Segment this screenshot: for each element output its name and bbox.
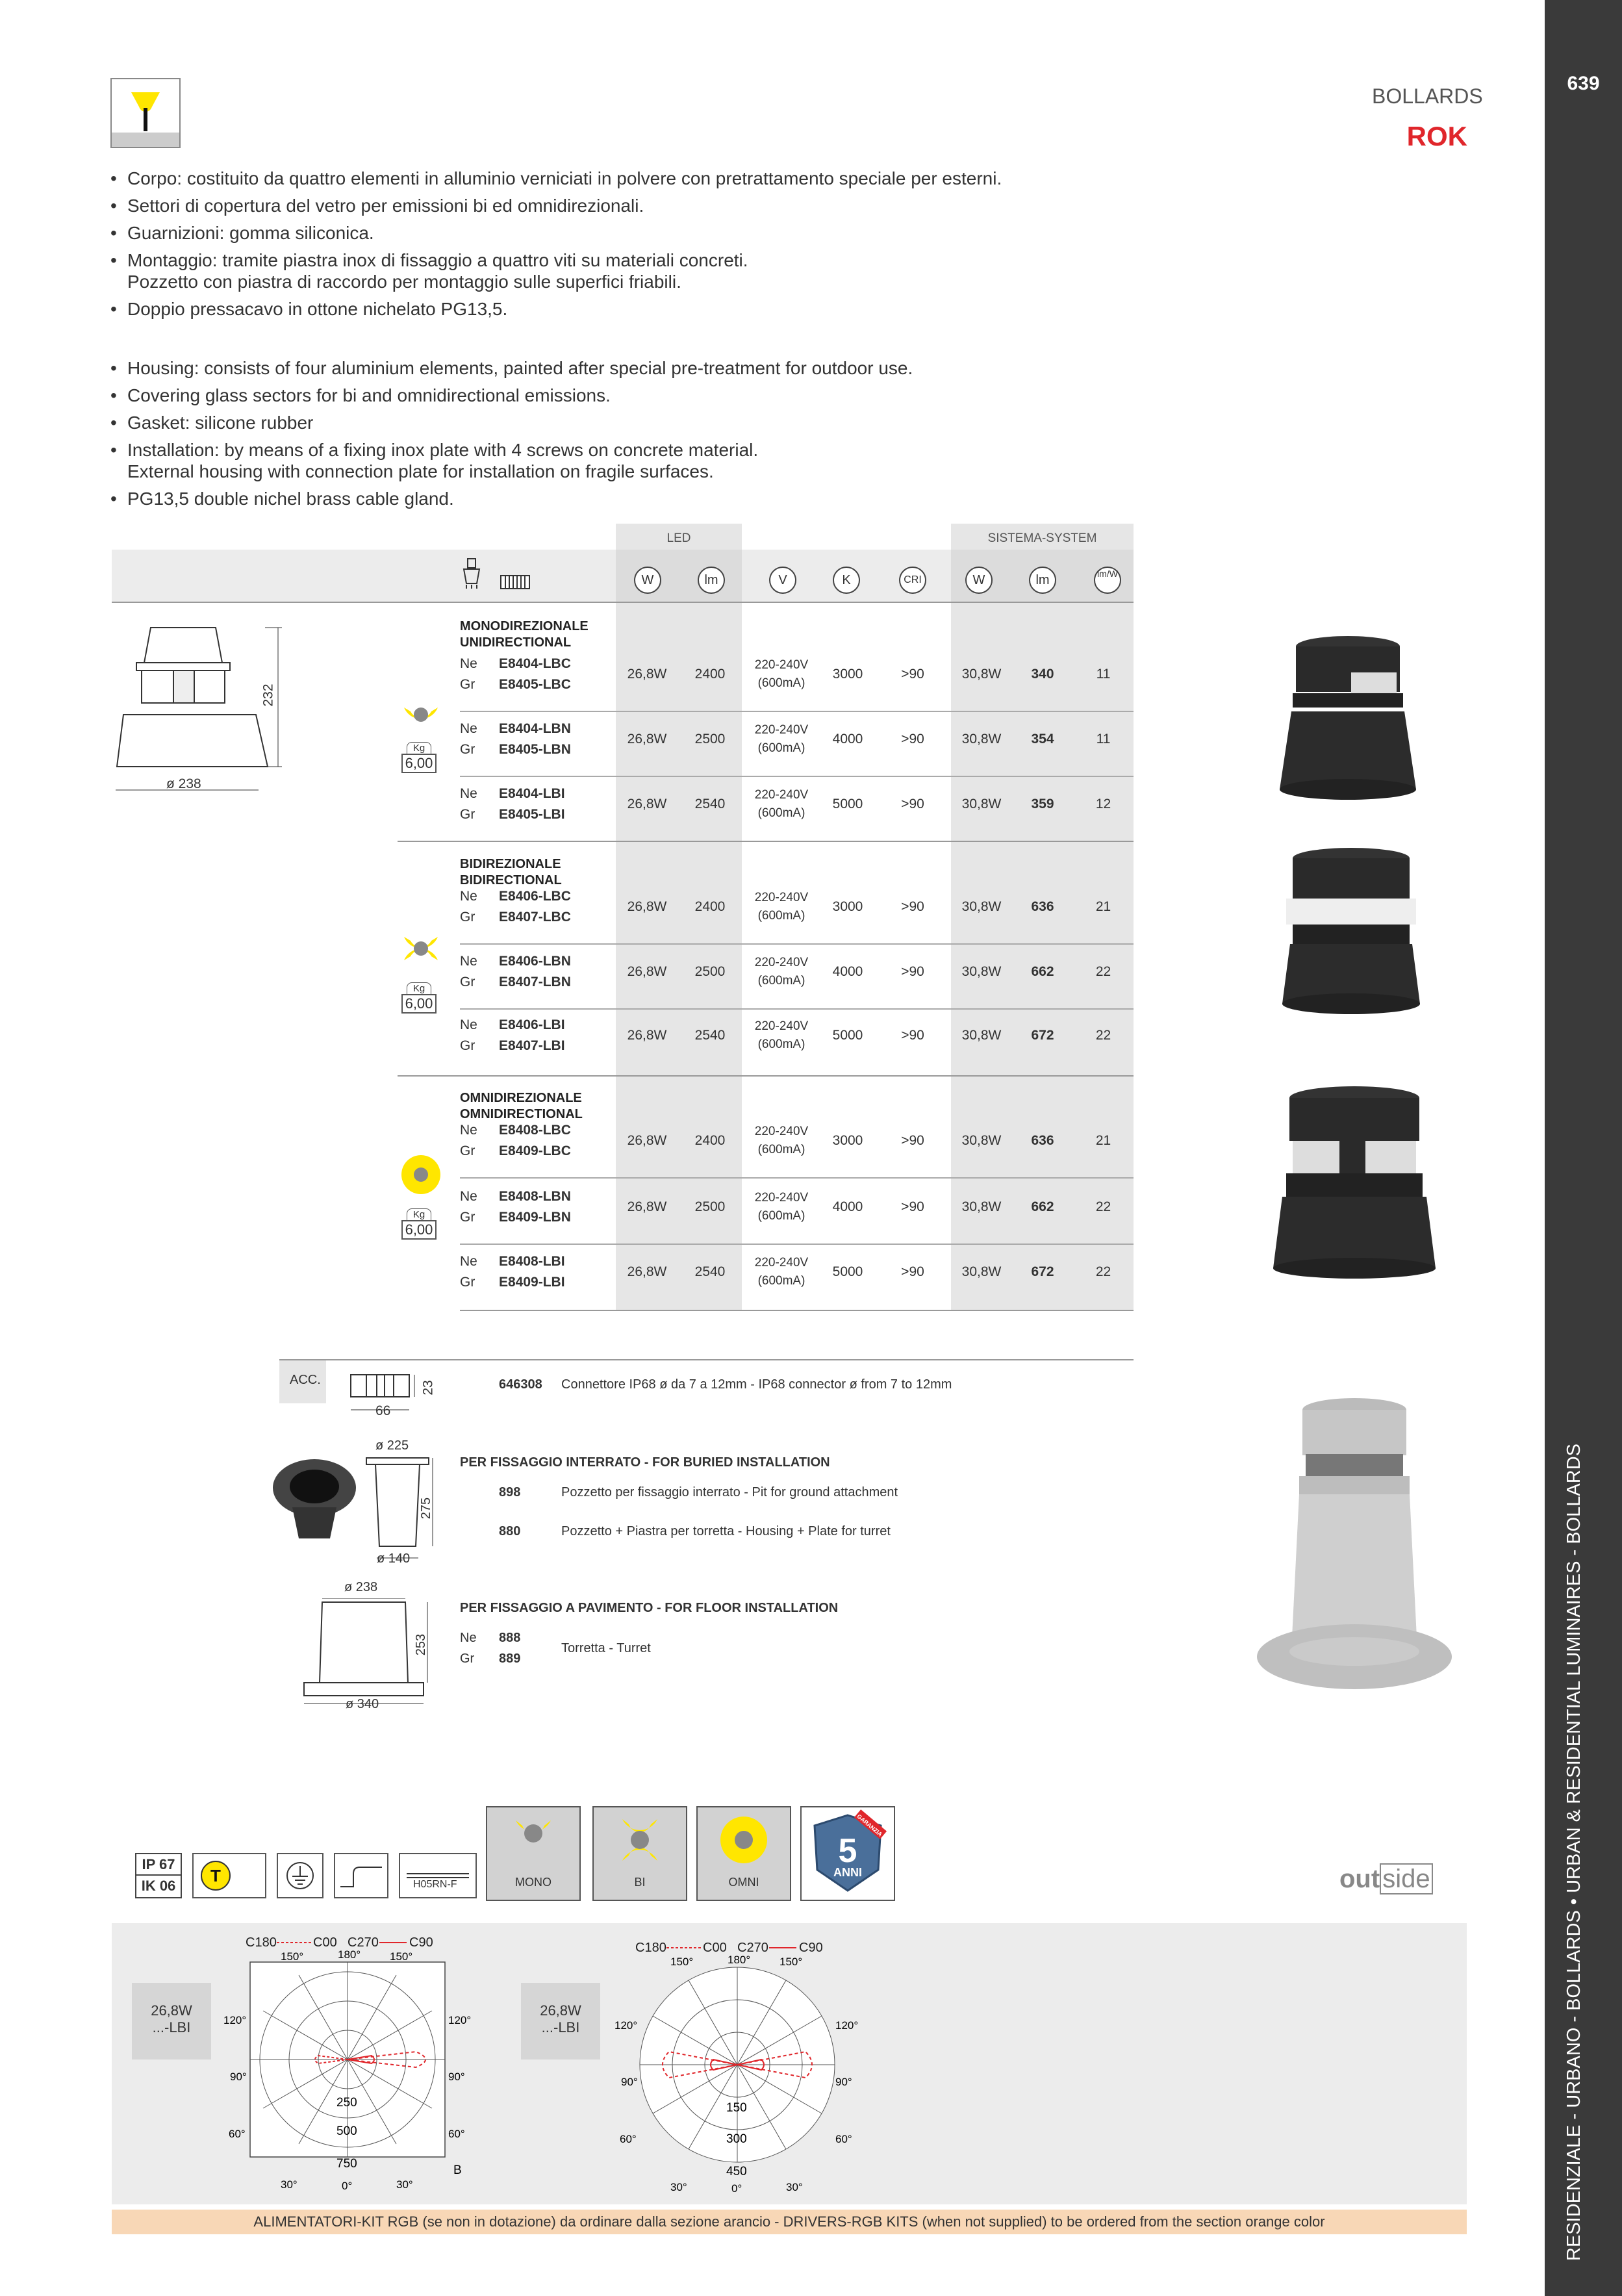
temperature-icon-label: T bbox=[210, 1866, 221, 1885]
cell-lmw: 12 bbox=[1095, 797, 1111, 811]
product-code: E8405-LBC bbox=[499, 677, 571, 692]
brand-logo bbox=[1339, 1865, 1433, 1894]
led-columns-bg bbox=[616, 524, 742, 1311]
diameter-dimension: ø 238 bbox=[166, 776, 201, 791]
angle-label: 30° bbox=[786, 2181, 803, 2193]
cell-cri: >90 bbox=[901, 1133, 924, 1148]
product-code: E8406-LBI bbox=[499, 1017, 565, 1032]
product-code: E8408-LBI bbox=[499, 1254, 565, 1269]
buried-code: 898 bbox=[499, 1485, 521, 1499]
group-title: BIDIREZIONALE BIDIRECTIONAL bbox=[460, 857, 562, 887]
product-code: E8405-LBN bbox=[499, 742, 571, 757]
cell-lm: 2540 bbox=[694, 797, 726, 811]
legend-c180: C180 bbox=[635, 1941, 666, 1955]
omni-emission-icon bbox=[401, 1155, 440, 1197]
table-end-rule bbox=[460, 1310, 1134, 1311]
angle-label: 90° bbox=[835, 2076, 852, 2088]
mode-omni bbox=[696, 1806, 791, 1901]
group-title: MONODIREZIONALE UNIDIRECTIONAL bbox=[460, 619, 589, 650]
finish-label: Ne bbox=[460, 889, 477, 904]
buried-desc: Pozzetto + Piastra per torretta - Housing + Plate for turret bbox=[561, 1524, 891, 1538]
brand-side: side bbox=[1380, 1863, 1432, 1894]
cable-label: H05RN-F bbox=[413, 1879, 457, 1890]
angle-label: 90° bbox=[621, 2076, 638, 2088]
cell-v: 220-240V (600mA) bbox=[754, 1019, 809, 1051]
finish-label: Gr bbox=[460, 1038, 475, 1053]
ground-icon bbox=[277, 1853, 323, 1898]
cell-w: 26,8W bbox=[627, 899, 667, 914]
cell-k: 5000 bbox=[832, 1264, 863, 1279]
feature-en: • Housing: consists of four aluminium elements, painted after special pre-treatment for outdoor use. bbox=[110, 357, 1085, 379]
finish-label: Gr bbox=[460, 1143, 475, 1158]
angle-label: 60° bbox=[620, 2133, 637, 2145]
cell-k: 4000 bbox=[832, 964, 863, 979]
product-photo-turret bbox=[1254, 1397, 1455, 1712]
finish-label: Ne bbox=[460, 954, 477, 969]
cell-lmw: 21 bbox=[1095, 899, 1111, 914]
voltage-icon: V bbox=[769, 567, 796, 594]
color-code-icon bbox=[500, 574, 530, 593]
brand-out: out bbox=[1339, 1865, 1380, 1893]
cell-sw: 30,8W bbox=[961, 1133, 1002, 1148]
feature-it: • Montaggio: tramite piastra inox di fissaggio a quattro viti su materiali concreti. Pozzetto con piastra di raccordo per montaggio sulle superfici friabili. bbox=[110, 249, 1085, 292]
cell-v: 220-240V (600mA) bbox=[754, 658, 809, 690]
features-english bbox=[110, 357, 1085, 515]
cell-lm: 2500 bbox=[694, 1199, 726, 1214]
cell-lm: 2540 bbox=[694, 1028, 726, 1043]
cri-icon: CRI bbox=[899, 567, 926, 594]
cell-cri: >90 bbox=[901, 1264, 924, 1279]
angle-label: 30° bbox=[670, 2181, 687, 2193]
scale-label: 150 bbox=[726, 2101, 747, 2115]
system-watt-icon: W bbox=[965, 567, 993, 594]
angle-label: 30° bbox=[396, 2178, 413, 2191]
product-name: ROK bbox=[1406, 121, 1467, 151]
finish-label: Gr bbox=[460, 807, 475, 822]
product-code: E8409-LBC bbox=[499, 1143, 571, 1158]
mode-label: OMNI bbox=[728, 1876, 759, 1889]
cell-cri: >90 bbox=[901, 964, 924, 979]
scale-label: 750 bbox=[336, 2157, 357, 2171]
product-photo-bi bbox=[1273, 848, 1429, 1020]
cell-v: 220-240V (600mA) bbox=[754, 1191, 809, 1223]
angle-label: 150° bbox=[670, 1956, 694, 1968]
cell-lm: 2400 bbox=[694, 667, 726, 682]
cell-lm: 2500 bbox=[694, 732, 726, 746]
cell-w: 26,8W bbox=[627, 964, 667, 979]
cell-cri: >90 bbox=[901, 667, 924, 682]
angle-label: 180° bbox=[338, 1948, 361, 1961]
bollard-technical-drawing bbox=[112, 617, 294, 802]
cell-slm: 672 bbox=[1031, 1264, 1054, 1279]
cell-k: 4000 bbox=[832, 732, 863, 746]
finish-label: Gr bbox=[460, 1210, 475, 1225]
cell-lmw: 21 bbox=[1095, 1133, 1111, 1148]
cell-lm: 2540 bbox=[694, 1264, 726, 1279]
cell-v: 220-240V (600mA) bbox=[754, 723, 809, 755]
cell-sw: 30,8W bbox=[961, 1199, 1002, 1214]
group-title: OMNIDIREZIONALE OMNIDIRECTIONAL bbox=[460, 1091, 583, 1121]
angle-label: 60° bbox=[835, 2133, 852, 2145]
connector-code: 646308 bbox=[499, 1377, 542, 1392]
finish-label: Gr bbox=[460, 677, 475, 692]
polar-chart-2 bbox=[611, 1935, 877, 2201]
ik-rating: IK 06 bbox=[141, 1878, 176, 1894]
cell-k: 5000 bbox=[832, 1028, 863, 1043]
cell-w: 26,8W bbox=[627, 1199, 667, 1214]
cell-cri: >90 bbox=[901, 797, 924, 811]
cell-sw: 30,8W bbox=[961, 1264, 1002, 1279]
connector-desc: Connettore IP68 ø da 7 a 12mm - IP68 connector ø from 7 to 12mm bbox=[561, 1377, 952, 1392]
warranty-badge bbox=[800, 1806, 895, 1901]
weight-badge: Kg 6,00 bbox=[401, 1208, 437, 1240]
turret-bottom-dim: ø 340 bbox=[346, 1697, 379, 1711]
section-label: BOLLARDS bbox=[1372, 84, 1483, 108]
cell-w: 26,8W bbox=[627, 797, 667, 811]
connector-width: 66 bbox=[375, 1403, 391, 1418]
product-code: E8407-LBN bbox=[499, 975, 571, 989]
angle-label: 60° bbox=[229, 2128, 246, 2140]
angle-label: 150° bbox=[779, 1956, 803, 1968]
row-rule bbox=[460, 943, 1134, 945]
product-code: E8409-LBI bbox=[499, 1275, 565, 1290]
feature-en: • PG13,5 double nichel brass cable gland. bbox=[110, 488, 1085, 509]
scale-label: 250 bbox=[336, 2096, 357, 2110]
product-code: E8404-LBI bbox=[499, 786, 565, 801]
system-header: SISTEMA-SYSTEM bbox=[987, 531, 1097, 545]
bi-emission-icon bbox=[401, 929, 440, 971]
product-code: E8407-LBI bbox=[499, 1038, 565, 1053]
kelvin-icon: K bbox=[833, 567, 860, 594]
row-rule bbox=[460, 1244, 1134, 1245]
cell-k: 3000 bbox=[832, 1133, 863, 1148]
cell-k: 3000 bbox=[832, 667, 863, 682]
feature-it: • Guarnizioni: gomma siliconica. bbox=[110, 222, 1085, 244]
angle-label: 120° bbox=[615, 2019, 638, 2032]
cell-slm: 359 bbox=[1031, 797, 1054, 811]
angle-label: 0° bbox=[342, 2180, 353, 2192]
floor-finish: Ne bbox=[460, 1631, 477, 1645]
lamp-icon bbox=[460, 557, 483, 593]
row-rule bbox=[460, 1177, 1134, 1179]
finish-label: Ne bbox=[460, 1017, 477, 1032]
cell-slm: 354 bbox=[1031, 732, 1054, 746]
legend-c00: C00 bbox=[703, 1941, 727, 1955]
finish-label: Ne bbox=[460, 721, 477, 736]
cell-k: 3000 bbox=[832, 899, 863, 914]
finish-label: Ne bbox=[460, 656, 477, 671]
product-code: E8406-LBC bbox=[499, 889, 571, 904]
turret-top-dim: ø 238 bbox=[344, 1580, 378, 1594]
feature-it: • Settori di copertura del vetro per emissioni bi ed omnidirezionali. bbox=[110, 195, 1085, 216]
product-code: E8404-LBC bbox=[499, 656, 571, 671]
product-code: E8404-LBN bbox=[499, 721, 571, 736]
cell-cri: >90 bbox=[901, 1028, 924, 1043]
cell-w: 26,8W bbox=[627, 1028, 667, 1043]
cell-w: 26,8W bbox=[627, 1133, 667, 1148]
led-header: LED bbox=[666, 531, 691, 545]
warranty-years: 5 bbox=[838, 1832, 857, 1870]
finish-label: Gr bbox=[460, 742, 475, 757]
cell-sw: 30,8W bbox=[961, 964, 1002, 979]
efficacy-icon: lm/W bbox=[1094, 567, 1121, 594]
floor-desc: Torretta - Turret bbox=[561, 1641, 651, 1655]
cell-slm: 662 bbox=[1031, 964, 1054, 979]
pit-bottom-dim: ø 140 bbox=[377, 1551, 411, 1566]
accessory-rule bbox=[279, 1359, 1134, 1360]
cell-v: 220-240V (600mA) bbox=[754, 891, 809, 923]
system-columns-bg bbox=[951, 524, 1134, 1311]
warranty-label: ANNI bbox=[833, 1866, 862, 1879]
surface-mount-icon bbox=[334, 1853, 388, 1898]
system-lumen-icon: lm bbox=[1029, 567, 1056, 594]
legend-c90: C90 bbox=[409, 1935, 433, 1950]
cell-cri: >90 bbox=[901, 899, 924, 914]
cell-sw: 30,8W bbox=[961, 732, 1002, 746]
cell-slm: 662 bbox=[1031, 1199, 1054, 1214]
mode-mono bbox=[486, 1806, 581, 1901]
weight-badge: Kg 6,00 bbox=[401, 742, 437, 773]
photometry-label-2: 26,8W ...-LBI bbox=[521, 1983, 600, 2060]
cell-sw: 30,8W bbox=[961, 899, 1002, 914]
cell-lmw: 11 bbox=[1096, 667, 1111, 682]
floor-finish: Gr bbox=[460, 1652, 475, 1666]
feature-en: • Installation: by means of a fixing inox plate with 4 screws on concrete material. External housing with connection plate for installation on fragile surfaces. bbox=[110, 439, 1085, 482]
cell-slm: 636 bbox=[1031, 899, 1054, 914]
scale-label: 300 bbox=[726, 2132, 747, 2146]
ip-rating: IP 67 bbox=[136, 1854, 181, 1876]
cell-k: 4000 bbox=[832, 1199, 863, 1214]
group-rule bbox=[398, 841, 1134, 842]
product-code: E8408-LBN bbox=[499, 1189, 571, 1204]
cell-lm: 2500 bbox=[694, 964, 726, 979]
footer-note: ALIMENTATORI-KIT RGB (se non in dotazione) da ordinare dalla sezione arancio - DRIVERS-RGB KITS (when not supplied) to be ordered from the section orange color bbox=[112, 2210, 1467, 2234]
angle-label: 0° bbox=[731, 2182, 742, 2195]
height-dimension: 232 bbox=[260, 683, 276, 707]
temperature-icon bbox=[192, 1853, 266, 1898]
product-code: E8406-LBN bbox=[499, 954, 571, 969]
finish-label: Ne bbox=[460, 786, 477, 801]
mode-bi bbox=[592, 1806, 687, 1901]
polar-chart-1 bbox=[221, 1930, 487, 2202]
pit-height-dim: 275 bbox=[419, 1497, 434, 1520]
cell-lm: 2400 bbox=[694, 899, 726, 914]
acc-label: ACC. bbox=[290, 1373, 321, 1387]
turret-height-dim: 253 bbox=[414, 1633, 429, 1656]
group-rule bbox=[398, 1075, 1134, 1077]
finish-label: Ne bbox=[460, 1189, 477, 1204]
mono-emission-icon bbox=[401, 698, 440, 741]
pit-photo bbox=[269, 1455, 360, 1550]
buried-title: PER FISSAGGIO INTERRATO - FOR BURIED INSTALLATION bbox=[460, 1455, 830, 1470]
cell-lmw: 22 bbox=[1095, 964, 1111, 979]
finish-label: Gr bbox=[460, 1275, 475, 1290]
cell-lmw: 11 bbox=[1096, 732, 1111, 746]
legend-c270: C270 bbox=[737, 1941, 768, 1955]
mode-label: MONO bbox=[515, 1876, 551, 1889]
angle-label: 150° bbox=[390, 1950, 413, 1963]
cell-cri: >90 bbox=[901, 732, 924, 746]
scale-label: 450 bbox=[726, 2165, 747, 2178]
cell-slm: 672 bbox=[1031, 1028, 1054, 1043]
cell-v: 220-240V (600mA) bbox=[754, 956, 809, 988]
product-code: E8407-LBC bbox=[499, 910, 571, 925]
cell-slm: 636 bbox=[1031, 1133, 1054, 1148]
feature-it: • Doppio pressacavo in ottone nichelato PG13,5. bbox=[110, 298, 1085, 320]
legend-c00: C00 bbox=[313, 1935, 337, 1950]
angle-label: 180° bbox=[728, 1954, 751, 1966]
angle-label: 60° bbox=[448, 2128, 465, 2140]
product-code: E8405-LBI bbox=[499, 807, 565, 822]
page-number: 639 bbox=[1567, 73, 1600, 94]
pit-top-dim: ø 225 bbox=[375, 1438, 409, 1453]
cell-sw: 30,8W bbox=[961, 1028, 1002, 1043]
cell-v: 220-240V (600mA) bbox=[754, 1125, 809, 1156]
cell-sw: 30,8W bbox=[961, 797, 1002, 811]
angle-label: 90° bbox=[448, 2071, 465, 2083]
connector-height: 23 bbox=[420, 1380, 436, 1396]
warranty-banner: GARANZIA bbox=[855, 1813, 884, 1838]
cell-v: 220-240V (600mA) bbox=[754, 788, 809, 820]
angle-label: 150° bbox=[281, 1950, 304, 1963]
cell-cri: >90 bbox=[901, 1199, 924, 1214]
angle-label: 120° bbox=[223, 2014, 247, 2026]
legend-c180: C180 bbox=[246, 1935, 277, 1950]
product-photo-mono bbox=[1267, 633, 1429, 806]
finish-label: Ne bbox=[460, 1123, 477, 1138]
cell-sw: 30,8W bbox=[961, 667, 1002, 682]
cell-w: 26,8W bbox=[627, 1264, 667, 1279]
cell-lmw: 22 bbox=[1095, 1264, 1111, 1279]
bollard-type-icon bbox=[110, 78, 181, 148]
cell-slm: 340 bbox=[1031, 667, 1054, 682]
floor-title: PER FISSAGGIO A PAVIMENTO - FOR FLOOR INSTALLATION bbox=[460, 1601, 839, 1615]
ip-ik-badge bbox=[135, 1853, 182, 1898]
product-code: E8408-LBC bbox=[499, 1123, 571, 1138]
product-code: E8409-LBN bbox=[499, 1210, 571, 1225]
chart-mark: B bbox=[453, 2163, 462, 2177]
finish-label: Gr bbox=[460, 910, 475, 925]
cell-v: 220-240V (600mA) bbox=[754, 1256, 809, 1288]
cell-w: 26,8W bbox=[627, 667, 667, 682]
features-italian bbox=[110, 168, 1085, 325]
angle-label: 120° bbox=[835, 2019, 859, 2032]
angle-label: 120° bbox=[448, 2014, 472, 2026]
legend-c270: C270 bbox=[348, 1935, 379, 1950]
row-rule bbox=[460, 776, 1134, 777]
row-rule bbox=[460, 711, 1134, 712]
feature-en: • Covering glass sectors for bi and omnidirectional emissions. bbox=[110, 385, 1085, 406]
cell-lmw: 22 bbox=[1095, 1028, 1111, 1043]
scale-label: 500 bbox=[336, 2124, 357, 2138]
photometry-label-1: 26,8W ...-LBI bbox=[132, 1983, 211, 2060]
watt-icon: W bbox=[634, 567, 661, 594]
cell-k: 5000 bbox=[832, 797, 863, 811]
angle-label: 30° bbox=[281, 2178, 298, 2191]
cable-icon bbox=[399, 1853, 477, 1898]
row-rule bbox=[460, 1008, 1134, 1010]
product-photo-omni bbox=[1260, 1086, 1449, 1284]
legend-c90: C90 bbox=[799, 1941, 823, 1955]
angle-label: 90° bbox=[230, 2071, 247, 2083]
cell-lmw: 22 bbox=[1095, 1199, 1111, 1214]
lumen-icon: lm bbox=[698, 567, 725, 594]
header-rule bbox=[112, 602, 1134, 603]
buried-code: 880 bbox=[499, 1524, 521, 1538]
buried-desc: Pozzetto per fissaggio interrato - Pit for ground attachment bbox=[561, 1485, 898, 1499]
finish-label: Gr bbox=[460, 975, 475, 989]
cell-w: 26,8W bbox=[627, 732, 667, 746]
mode-label: BI bbox=[634, 1876, 646, 1889]
floor-code: 889 bbox=[499, 1652, 521, 1666]
cell-lm: 2400 bbox=[694, 1133, 726, 1148]
feature-it: • Corpo: costituito da quattro elementi in alluminio verniciati in polvere con pretrattamento speciale per esterni. bbox=[110, 168, 1085, 189]
finish-label: Ne bbox=[460, 1254, 477, 1269]
weight-badge: Kg 6,00 bbox=[401, 982, 437, 1014]
feature-en: • Gasket: silicone rubber bbox=[110, 412, 1085, 433]
sidebar-vertical-text: RESIDENZIALE - URBANO - BOLLARDS • URBAN & RESIDENTIAL LUMINAIRES - BOLLARDS bbox=[1564, 1444, 1584, 2261]
floor-code: 888 bbox=[499, 1631, 521, 1645]
